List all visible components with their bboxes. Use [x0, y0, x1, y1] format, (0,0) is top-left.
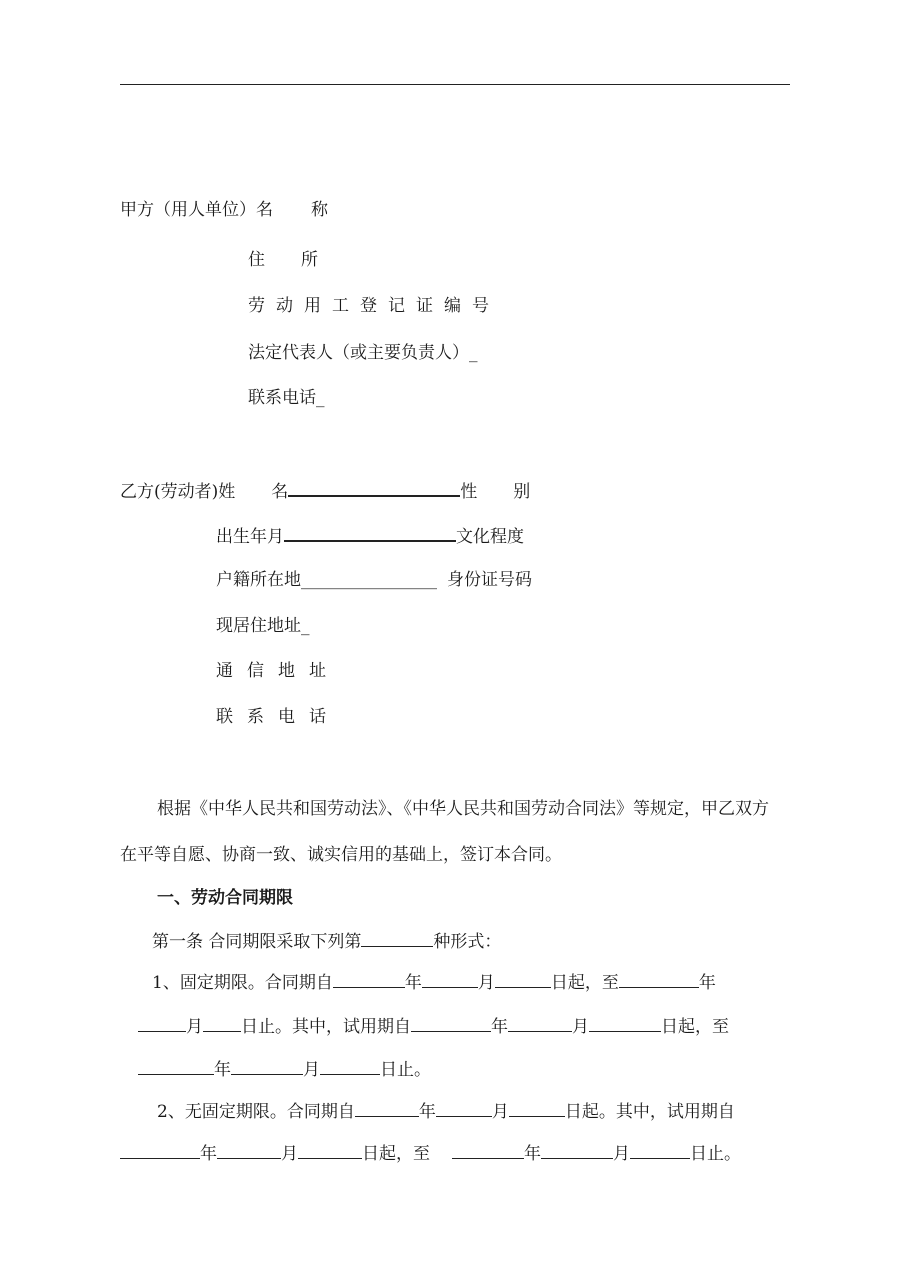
party-b-name-label: 乙方(劳动者)姓 — [120, 482, 236, 502]
blank[interactable] — [422, 969, 478, 988]
blank[interactable] — [589, 1013, 661, 1032]
party-a-name-line: 甲方（用人单位）名 称 — [120, 200, 328, 220]
party-b-birth-line — [216, 522, 524, 549]
party-b-phone-label: 联系电话 — [216, 707, 340, 727]
blank[interactable] — [355, 1098, 419, 1117]
party-a-phone-label: 联系电话_ — [248, 388, 325, 408]
intro-line-1: 根据《中华人民共和国劳动法》、《中华人民共和国劳动合同法》等规定，甲乙双方 — [157, 799, 769, 819]
blank[interactable] — [333, 969, 405, 988]
party-b-name-line: 乙方(劳动者)姓 名 性 别 — [120, 477, 530, 504]
blank[interactable] — [619, 969, 699, 988]
open-term-line-1: 2、无固定期限。合同期自 年 月 日起。其中，试用期自 — [157, 1098, 735, 1124]
party-a-name-label: 甲方（用人单位）名 — [120, 200, 273, 220]
header-rule — [120, 84, 790, 85]
party-a-address-line: 住 所 — [248, 250, 318, 270]
blank[interactable] — [436, 1098, 492, 1117]
fixed-term-line-1: 1、固定期限。合同期自 年 月 日起，至 年 — [152, 969, 716, 995]
blank[interactable] — [231, 1056, 303, 1075]
party-b-hukou-label: 户籍所在地________________ — [216, 570, 437, 590]
blank[interactable] — [203, 1013, 241, 1032]
party-a-reg-no-label: 劳动用工登记证编号 — [248, 296, 500, 316]
party-a-legal-rep-label: 法定代表人（或主要负责人）_ — [248, 343, 478, 363]
party-b-education-label: 文化程度 — [456, 527, 524, 547]
party-a-address-label: 住 — [248, 250, 265, 270]
party-b-mail-label: 通信地址 — [216, 661, 340, 681]
blank[interactable] — [217, 1140, 281, 1159]
section-heading: 一、劳动合同期限 — [157, 888, 293, 908]
form-choice-blank[interactable] — [361, 928, 433, 947]
blank[interactable] — [320, 1056, 380, 1075]
blank[interactable] — [508, 1013, 572, 1032]
article-1-line: 第一条 合同期限采取下列第 种形式： — [152, 928, 501, 954]
fixed-term-line-2: 月 日止。其中，试用期自 年 月 日起，至 — [138, 1013, 729, 1039]
blank[interactable] — [138, 1013, 186, 1032]
party-b-residence-label: 现居住地址_ — [216, 616, 310, 636]
blank[interactable] — [298, 1140, 362, 1159]
blank[interactable] — [509, 1098, 565, 1117]
blank[interactable] — [411, 1013, 491, 1032]
party-b-birth-label: 出生年月 — [216, 527, 284, 547]
party-b-gender-label: 性 — [460, 482, 478, 502]
fixed-term-line-3: 年 月 日止。 — [138, 1056, 431, 1082]
party-b-name-blank[interactable] — [288, 477, 460, 497]
blank[interactable] — [541, 1140, 613, 1159]
open-term-line-2: 年 月 日起，至 年 月 日止。 — [120, 1140, 741, 1166]
party-b-id-label: 身份证号码 — [447, 570, 532, 590]
intro-line-2: 在平等自愿、协商一致、诚实信用的基础上，签订本合同。 — [120, 845, 562, 865]
blank[interactable] — [120, 1140, 200, 1159]
party-b-birth-blank[interactable] — [284, 522, 456, 542]
blank[interactable] — [452, 1140, 524, 1159]
blank[interactable] — [630, 1140, 690, 1159]
party-b-hukou-line — [216, 568, 532, 592]
blank[interactable] — [138, 1056, 214, 1075]
blank[interactable] — [495, 969, 551, 988]
